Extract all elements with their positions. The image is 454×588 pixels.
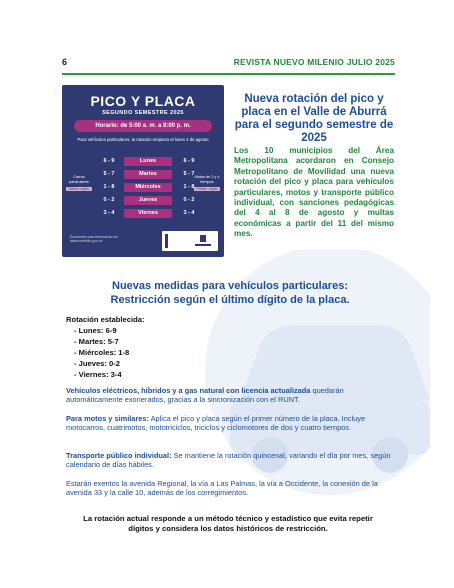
banner-note: Para vehículos particulares, la rotación empieza el lunes 4 de agosto (77, 137, 209, 142)
schedule-row: 6 - 9 Lunes 6 - 9 (103, 158, 195, 164)
paragraph-exemptions: Vehículos eléctricos, híbridos y a gas natural con licencia actualizada quedarán automáticamente exonerados, gracias a la sincronización con el RUNT. (66, 386, 344, 405)
paragraph-transport: Transporte público individual: Se mantiene la rotación quincenal, variando el día por mes, según calendario de días hábiles. (66, 451, 391, 470)
closing-statement: La rotación actual responde a un método técnico y estadístico que evita repetir dígitos y considera los datos históricos de restricción. (83, 514, 373, 533)
paragraph-exempt-roads: Estarán exentos la avenida Regional, la vía a Las Palmas, la vía a Occidente, la conexión de la avenida 33 y la calle 10, además de los corregimientos. (66, 479, 378, 498)
pico-placa-banner (62, 85, 224, 257)
alcaldia-medellin-logo (192, 234, 214, 248)
article-title: Nueva rotación del pico y placa en el Valle de Aburrá para el segundo semestre de 2025 (234, 93, 394, 144)
motos-box: Motos de 2 y 4 tiempos Primer dígito (194, 175, 220, 191)
banner-title: PICO Y PLACA (90, 93, 196, 109)
list-item: - Viernes: 3-4 (74, 370, 122, 379)
section-heading: Nuevas medidas para vehículos particulares: Restricción según el último dígito de la placa. (110, 280, 350, 306)
banner-subtitle: SEGUNDO SEMESTRE 2025 (102, 110, 184, 116)
schedule-row: 5 - 7 Martes 5 - 7 (103, 171, 195, 177)
area-metropolitana-logo (165, 234, 186, 248)
rotation-list (74, 325, 129, 380)
page-header (62, 57, 395, 75)
institution-logos (162, 231, 218, 251)
schedule-row: 3 - 4 Viernes 3 - 4 (103, 210, 195, 216)
list-item: - Lunes: 6-9 (74, 326, 117, 335)
banner-hours: Horario: de 5:00 a. m. a 8:00 p. m. (74, 120, 212, 132)
schedule-grid (62, 157, 224, 227)
list-item: - Martes: 5-7 (74, 337, 119, 346)
banner-footer: Encuentra más información en: www.medellin.gov.co (70, 235, 119, 244)
list-item: - Jueves: 0-2 (74, 359, 121, 368)
cars-box: Carros particulares Último dígito (68, 175, 90, 191)
page-number: 6 (62, 57, 68, 67)
paragraph-motos: Para motos y similares: Aplica el pico y placa según el primer número de la placa. Incluye motocarros, cuatrimotos, mototriciclos, triciclos y ciclomotores de dos y cuatro tiempos. (66, 414, 366, 433)
schedule-row: 0 - 2 Jueves 0 - 2 (103, 197, 195, 203)
list-item: - Miércoles: 1-8 (74, 348, 130, 357)
rotation-title: Rotación establecida: (66, 315, 145, 324)
article-lead: Los 10 municipios del Área Metropolitana acordaron en Consejo Metropolitano de Movilidad una nueva rotación del pico y placa para vehículos particulares, motos y transporte público individual, con sanciones pedagógicas del 4 al 8 de agosto y multas económicas a partir del 11 del mismo mes. (234, 146, 394, 239)
magazine-title: REVISTA NUEVO MILENIO JULIO 2025 (233, 57, 395, 67)
schedule-row: 1 - 8 Miércoles 1 - 8 (103, 184, 195, 190)
